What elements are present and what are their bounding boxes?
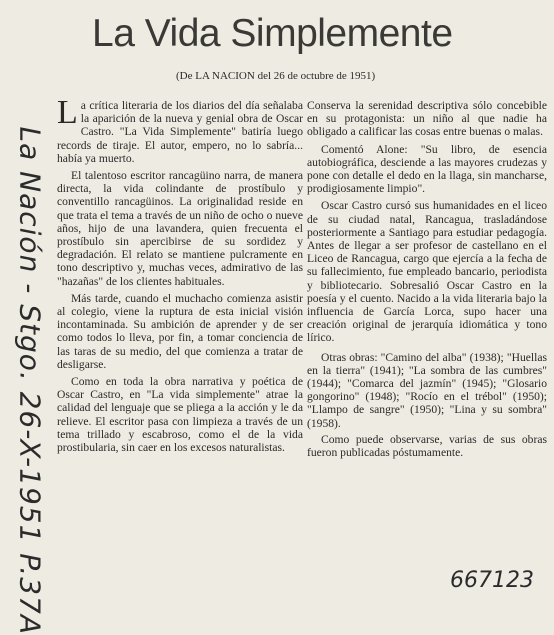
paragraph: El talentoso escritor rancagüino narra, de manera directa, la vida colindante de prostíbulo y conventillo rancagüinos. La originalidad reside en que trata el tema a través de un niño de ocho o nueve años, hijo de una lavandera, quien frecuenta el prostíbulo sin apercibirse de su sordidez y degradación. El relato se mantiene pulcramente en tono descriptivo y, muchas veces, admirativo de las "hazañas" de los clientes habituales.	[57, 169, 303, 288]
right-column	[307, 99, 547, 463]
left-column	[57, 94, 303, 458]
paragraph: La crítica literaria de los diarios del día señalaba la aparición de la nueva y genial obra de Oscar Castro. "La Vida Simplemente" batiría luego records de tiraje. El autor, empero, no lo sabría... había ya muerto.	[57, 94, 303, 165]
paragraph: Conserva la serenidad descriptiva sólo concebible en su protagonista: un niño al que nadie ha obligado a calificar las cosas entre buenas o malas.	[307, 99, 547, 139]
paragraph: Oscar Castro cursó sus humanidades en el liceo de su ciudad natal, Rancagua, trasladándose posteriormente a Santiago para estudiar pedagogía. Antes de llegar a ser profesor de castellano en el Liceo de Rancagua, cargo que ejercía a la fecha de su fallecimiento, fue empleado bancario, periodista y bibliotecario. Sobresalió Oscar Castro en la poesía y el cuento. Nacido a la vida literaria bajo la influencia de García Lorca, supo hacer una creación original de jerarquía idiomática y tono lírico.	[307, 199, 547, 345]
paragraph: Más tarde, cuando el muchacho comienza asistir al colegio, viene la ruptura de esta inicial visión incontaminada. Su ambición de aprender y de ser como todos lo lleva, por fin, a tomar conciencia de las taras de su medio, del que comienza a tratar de desligarse.	[57, 291, 303, 371]
article-title: La Vida Simplemente	[92, 12, 453, 55]
paragraph: Otras obras: "Camino del alba" (1938); "Huellas en la tierra" (1941); "La sombra de las cumbres" (1944); "Comarca del jazmín" (1945); "Glosario gongorino" (1948); "Rocío en el trébol" (1950); "Llampo de sangre" (1950); "Lina y su sombra" (1958).	[307, 350, 547, 430]
article-source: (De LA NACION del 26 de octubre de 1951)	[176, 70, 376, 82]
catalog-number-stamp: 667123	[450, 568, 534, 593]
paragraph: Comentó Alone: "Su libro, de esencia autobiográfica, desciende a las mayores crudezas y pone con detalle el dedo en la llaga, sin mancharse, prodigiosamente limpio".	[307, 142, 547, 196]
handwritten-note: La Nación - Stgo. 26-X-1951 P.37A	[13, 126, 47, 635]
paragraph: Como puede observarse, varias de sus obras fueron publicadas póstumamente.	[307, 432, 547, 460]
works-list	[307, 351, 547, 430]
paragraph: Como en toda la obra narrativa y poética de Oscar Castro, en "La vida simplemente" atrae la calidad del lenguaje que se pliega a la acción y le da relieve. El escritor pasa con limpieza a través de un tema trillado y escabroso, como el de la vida prostibularia, sin caer en los excesos naturalistas.	[57, 375, 303, 455]
handwritten-annotation	[10, 120, 50, 635]
